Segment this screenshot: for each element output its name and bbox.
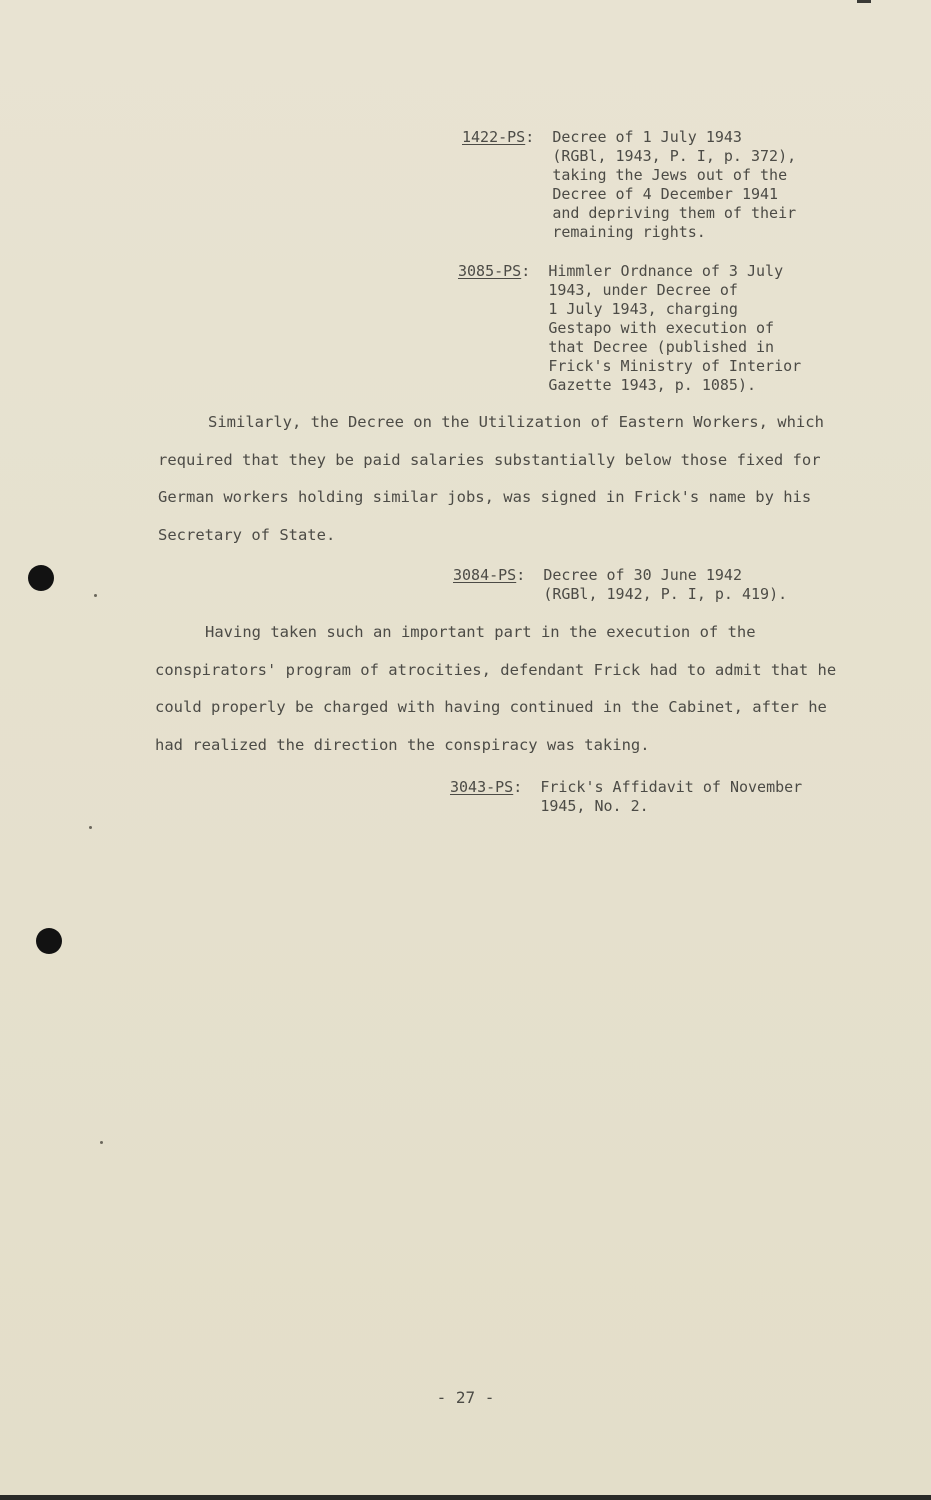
reference-3085-ps [458, 262, 801, 395]
top-edge-mark [857, 0, 871, 3]
reference-code: 3085-PS [458, 262, 522, 280]
punch-hole [36, 928, 62, 954]
reference-3043-ps [450, 778, 802, 816]
page-number: - 27 - [436, 1388, 495, 1407]
paragraph-text: Similarly, the Decree on the Utilization of Eastern Workers, which required that they be paid salaries substantially below those fixed for German workers holding similar jobs, was signed in Frick's name by his Secretary of State. [158, 413, 824, 544]
body-paragraph [155, 614, 845, 764]
reference-colon: : [516, 566, 544, 584]
reference-colon: : [513, 778, 541, 796]
reference-description: Decree of 30 June 1942 (RGBl, 1942, P. I, p. 419). [543, 566, 788, 603]
reference-3084-ps [453, 566, 787, 604]
reference-code: 1422-PS [462, 128, 526, 146]
punch-hole [28, 565, 54, 591]
reference-description: Himmler Ordnance of 3 July 1943, under Decree of 1 July 1943, charging Gestapo with execution of that Decree (published in Frick's Ministry of Interior Gazette 1943, p. 1085). [548, 262, 802, 394]
bottom-edge [0, 1495, 931, 1500]
paper-speck [94, 594, 97, 597]
reference-description: Frick's Affidavit of November 1945, No. 2. [540, 778, 803, 815]
paper-speck [100, 1141, 103, 1144]
body-paragraph [158, 404, 848, 554]
reference-code: 3043-PS [450, 778, 514, 796]
reference-description: Decree of 1 July 1943 (RGBl, 1943, P. I, p. 372), taking the Jews out of the Decree of 4 December 1941 and depriving them of their remaining rights. [552, 128, 797, 241]
reference-1422-ps [462, 128, 796, 242]
reference-colon: : [521, 262, 549, 280]
paragraph-text: Having taken such an important part in the execution of the conspirators' program of atrocities, defendant Frick had to admit that he could properly be charged with having continued in the Cabinet, after he had realized the direction the conspiracy was taking. [155, 623, 837, 754]
reference-code: 3084-PS [453, 566, 517, 584]
paper-speck [89, 826, 92, 829]
reference-colon: : [525, 128, 553, 146]
